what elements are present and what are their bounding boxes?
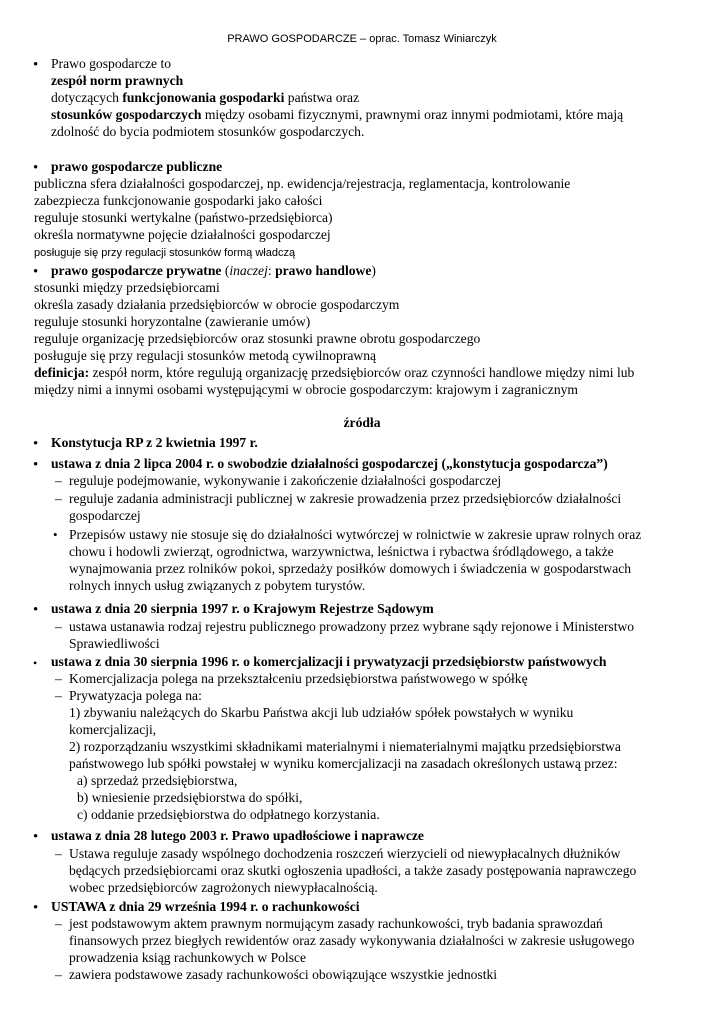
intro-line: Prawo gospodarcze to (51, 56, 172, 71)
source-detail: b) wniesienie przedsiębiorstwa do spółki, (77, 790, 303, 805)
source-detail: będących przedsiębiorcami oraz skutki ogłoszenia upadłości, a także zasady postępowania naprawczego (69, 863, 637, 878)
source-detail: Prywatyzacja polega na: (69, 688, 202, 703)
source-note: Przepisów ustawy nie stosuje się do działalności wytwórczej w rolnictwie w zakresie upraw rolnych oraz (69, 527, 642, 542)
source-detail: gospodarczej (69, 508, 141, 523)
public-small-line: posługuje się przy regulacji stosunków formą władczą (34, 247, 296, 259)
bullet-icon: • (33, 656, 38, 670)
intro-line: stosunków gospodarczych między osobami fizycznymi, prawnymi oraz innymi podmiotami, które mają (51, 107, 624, 122)
source-title: ustawa z dnia 2 lipca 2004 r. o swobodzie działalności gospodarczej („konstytucja gospodarcza”) (51, 456, 608, 471)
private-line: stosunki między przedsiębiorcami (34, 280, 220, 295)
source-detail: prowadzenia ksiąg rachunkowych w Polsce (69, 950, 307, 965)
private-line: określa zasady działania przedsiębiorców w obrocie gospodarczym (34, 297, 400, 312)
bullet-icon: • (33, 160, 39, 176)
bullet-icon: • (33, 602, 39, 618)
source-detail: wobec przedsiębiorców zagrożonych niewypłacalnością. (69, 880, 378, 895)
source-note: chowu i hodowli zwierząt, ogrodnictwa, warzywnictwa, leśnictwa i rybactwa śródlądowego, a także (69, 544, 614, 559)
source-detail: jest podstawowym aktem prawnym normującym zasady rachunkowości, tryb badania sprawozdań (69, 916, 603, 931)
source-detail: ustawa ustanawia rodzaj rejestru publicznego prowadzony przez wybrane sądy rejonowe i Ministerstwo (69, 619, 635, 634)
source-detail: komercjalizacji, (69, 722, 157, 737)
source-note: rolnych innych usług związanych z pobytem turystów. (69, 578, 366, 593)
section-title-public: prawo gospodarcze publiczne (51, 159, 223, 174)
source-detail: a) sprzedaż przedsiębiorstwa, (77, 773, 238, 788)
public-line: zabezpiecza funkcjonowanie gospodarki jako całości (34, 193, 323, 208)
source-detail: Ustawa reguluje zasady wspólnego dochodzenia roszczeń wierzycieli od niewypłacalnych dłużników (69, 846, 621, 861)
bullet-icon: • (53, 527, 58, 542)
bullet-icon: • (33, 264, 39, 280)
dash-icon: – (55, 619, 62, 634)
section-title-private: prawo gospodarcze prywatne (inaczej: prawo handlowe) (51, 263, 376, 278)
bullet-icon: • (33, 900, 39, 916)
source-detail: zawiera podstawowe zasady rachunkowości obowiązujące wszystkie jednostki (69, 967, 498, 982)
source-title: ustawa z dnia 20 sierpnia 1997 r. o Krajowym Rejestrze Sądowym (51, 601, 434, 616)
dash-icon: – (55, 473, 62, 488)
source-title: Konstytucja RP z 2 kwietnia 1997 r. (51, 435, 258, 450)
source-note: wynajmowania przez rolników pokoi, sprzedaży posiłków domowych i świadczenia w gospodarstwach (69, 561, 632, 576)
source-title: ustawa z dnia 30 sierpnia 1996 r. o komercjalizacji i prywatyzacji przedsiębiorstw państwowych (51, 654, 607, 669)
dash-icon: – (55, 491, 62, 506)
source-title: ustawa z dnia 28 lutego 2003 r. Prawo upadłościowe i naprawcze (51, 828, 424, 843)
public-line: publiczna sfera działalności gospodarczej, np. ewidencja/rejestracja, reglamentacja, kontrolowanie (34, 176, 571, 191)
source-detail: 2) rozporządzaniu wszystkimi składnikami materialnymi i niematerialnymi majątku przedsiębiorstwa (69, 739, 621, 754)
dash-icon: – (55, 846, 62, 861)
private-definition: definicja: zespół norm, które regulują organizację przedsiębiorców oraz czynności handlowe między nimi lub (34, 365, 635, 380)
public-line: określa normatywne pojęcie działalności gospodarczej (34, 227, 331, 242)
intro-line: zdolność do bycia podmiotem stosunków gospodarczych. (51, 124, 365, 139)
bullet-icon: • (33, 457, 39, 473)
dash-icon: – (55, 967, 62, 982)
source-detail: Komercjalizacja polega na przekształceniu przedsiębiorstwa państwowego w spółkę (69, 671, 528, 686)
page-header: PRAWO GOSPODARCZE – oprac. Tomasz Winiarczyk (227, 33, 497, 45)
private-definition: między nimi a innymi osobami występującymi w obrocie gospodarczym: krajowym i zagranicznym (34, 382, 578, 397)
private-line: posługuje się przy regulacji stosunków metodą cywilnoprawną (34, 348, 377, 363)
bullet-icon: • (33, 829, 39, 845)
source-detail: finansowych przez biegłych rewidentów oraz zasady wykonywania działalności w zakresie usługowego (69, 933, 635, 948)
intro-line: zespół norm prawnych (51, 73, 184, 88)
source-detail: Sprawiedliwości (69, 636, 160, 651)
dash-icon: – (55, 916, 62, 931)
private-line: reguluje organizację przedsiębiorców oraz stosunki prawne obrotu gospodarczego (34, 331, 481, 346)
source-detail: reguluje podejmowanie, wykonywanie i zakończenie działalności gospodarczej (69, 473, 502, 488)
bullet-icon: • (33, 57, 39, 73)
sources-title: źródła (343, 415, 381, 430)
public-line: reguluje stosunki wertykalne (państwo-przedsiębiorca) (34, 210, 333, 225)
source-detail: reguluje zadania administracji publicznej w zakresie prowadzenia przez przedsiębiorców działalności (69, 491, 622, 506)
source-detail: 1) zbywaniu należących do Skarbu Państwa akcji lub udziałów spółek powstałych w wyniku (69, 705, 574, 720)
source-detail: c) oddanie przedsiębiorstwa do odpłatnego korzystania. (77, 807, 380, 822)
intro-line: dotyczących funkcjonowania gospodarki państwa oraz (51, 90, 360, 105)
dash-icon: – (55, 688, 62, 703)
source-title: USTAWA z dnia 29 września 1994 r. o rachunkowości (51, 899, 360, 914)
source-detail: państwowego lub spółki powstałej w wyniku komercjalizacji na zasadach określonych ustawą przez: (69, 756, 618, 771)
dash-icon: – (55, 671, 62, 686)
bullet-icon: • (33, 436, 39, 452)
private-line: reguluje stosunki horyzontalne (zawieranie umów) (34, 314, 311, 329)
